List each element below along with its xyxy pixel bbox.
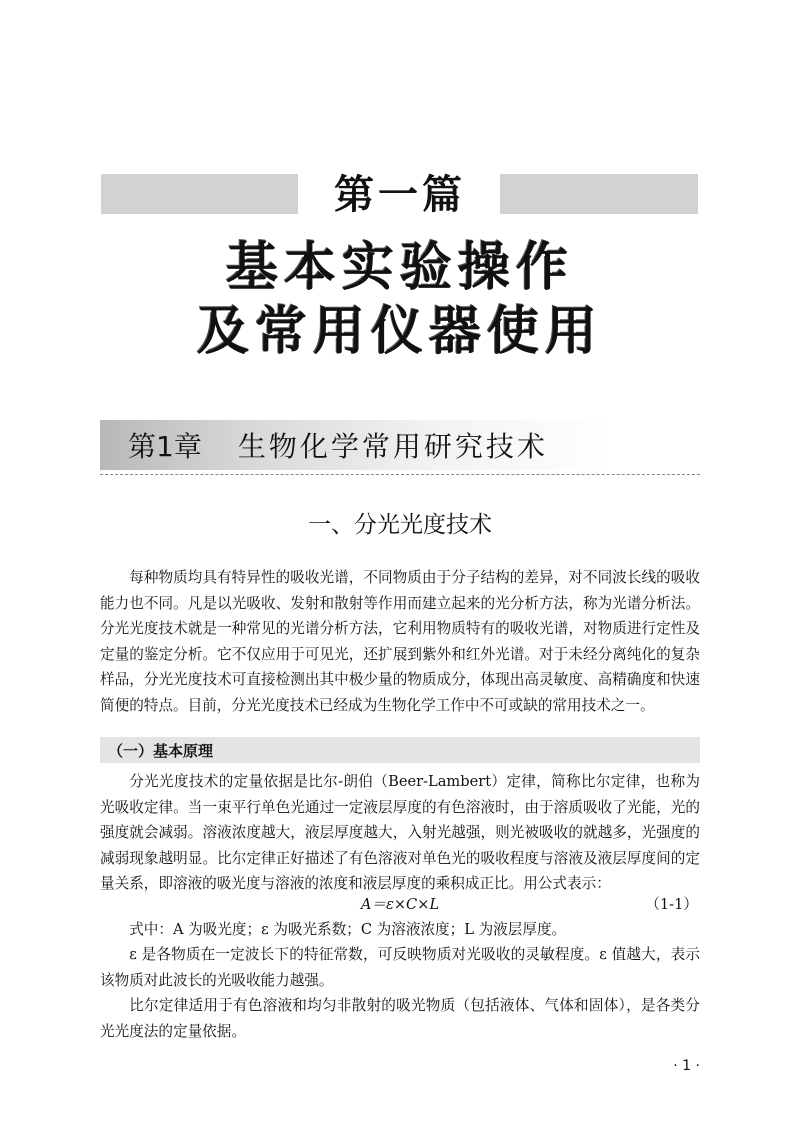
formula-expression: A＝ε×C×L [360, 896, 440, 913]
part-band-left [101, 174, 298, 214]
part-title-line2: 及常用仪器使用 [196, 302, 603, 362]
intro-paragraph: 每种物质均具有特异性的吸收光谱，不同物质由于分子结构的差异，对不同波长线的吸收能力也不同。凡是以光吸收、发射和散射等作用而建立起来的光分析方法，称为光谱分析法。分光光度技术就是一种常见的光谱分析方法，它利用物质特有的吸收光谱，对物质进行定性及定量的鉴定分析。它不仅应用于可见光，还扩展到紫外和红外光谱。对于未经分离纯化的复杂样品，分光光度技术可直接检测出其中极少量的物质成分，体现出高灵敏度、高精确度和快速简便的特点。目前，分光光度技术已经成为生物化学工作中不可或缺的常用技术之一。 [100, 569, 700, 714]
part-label: 第一篇 [334, 172, 466, 218]
formula-explanation: 式中：A 为吸光度；ε 为吸光系数；C 为溶液浓度；L 为液层厚度。 [129, 921, 567, 938]
part-title-line1: 基本实验操作 [225, 238, 574, 298]
part-band-right [500, 174, 698, 214]
chapter-divider [100, 474, 700, 475]
chapter-title: 生物化学常用研究技术 [237, 430, 548, 463]
principle-paragraph: 分光光度技术的定量依据是比尔-朗伯（Beer-Lambert）定律，简称比尔定律，也称为光吸收定律。当一束平行单色光通过一定液层厚度的有色溶液时，由于溶质吸收了光能，光的强度就会减弱。溶液浓度越大，液层厚度越大，入射光越强，则光被吸收的就越多，光强度的减弱现象越明显。比尔定律正好描述了有色溶液对单色光的吸收程度与溶液及液层厚度间的定量关系，即溶液的吸光度与溶液的浓度和液层厚度的乘积成正比。用公式表示： [100, 773, 700, 892]
formula-line [100, 893, 700, 917]
subsection-title: （一）基本原理 [108, 741, 214, 760]
chapter-header [100, 420, 700, 470]
scope-paragraph: 比尔定律适用于有色溶液和均匀非散射的吸光物质（包括液体、气体和固体），是各类分光光度法的定量依据。 [100, 997, 700, 1040]
chapter-number: 第1章 [128, 430, 202, 463]
epsilon-paragraph: ε 是各物质在一定波长下的特征常数，可反映物质对光吸收的灵敏程度。ε 值越大，表示该物质对此波长的光吸收能力越强。 [100, 946, 700, 989]
page-number: · 1 · [673, 1058, 700, 1074]
section-title: 一、分光光度技术 [308, 512, 492, 538]
formula-number: （1-1） [645, 896, 698, 913]
subsection-header [100, 737, 700, 763]
